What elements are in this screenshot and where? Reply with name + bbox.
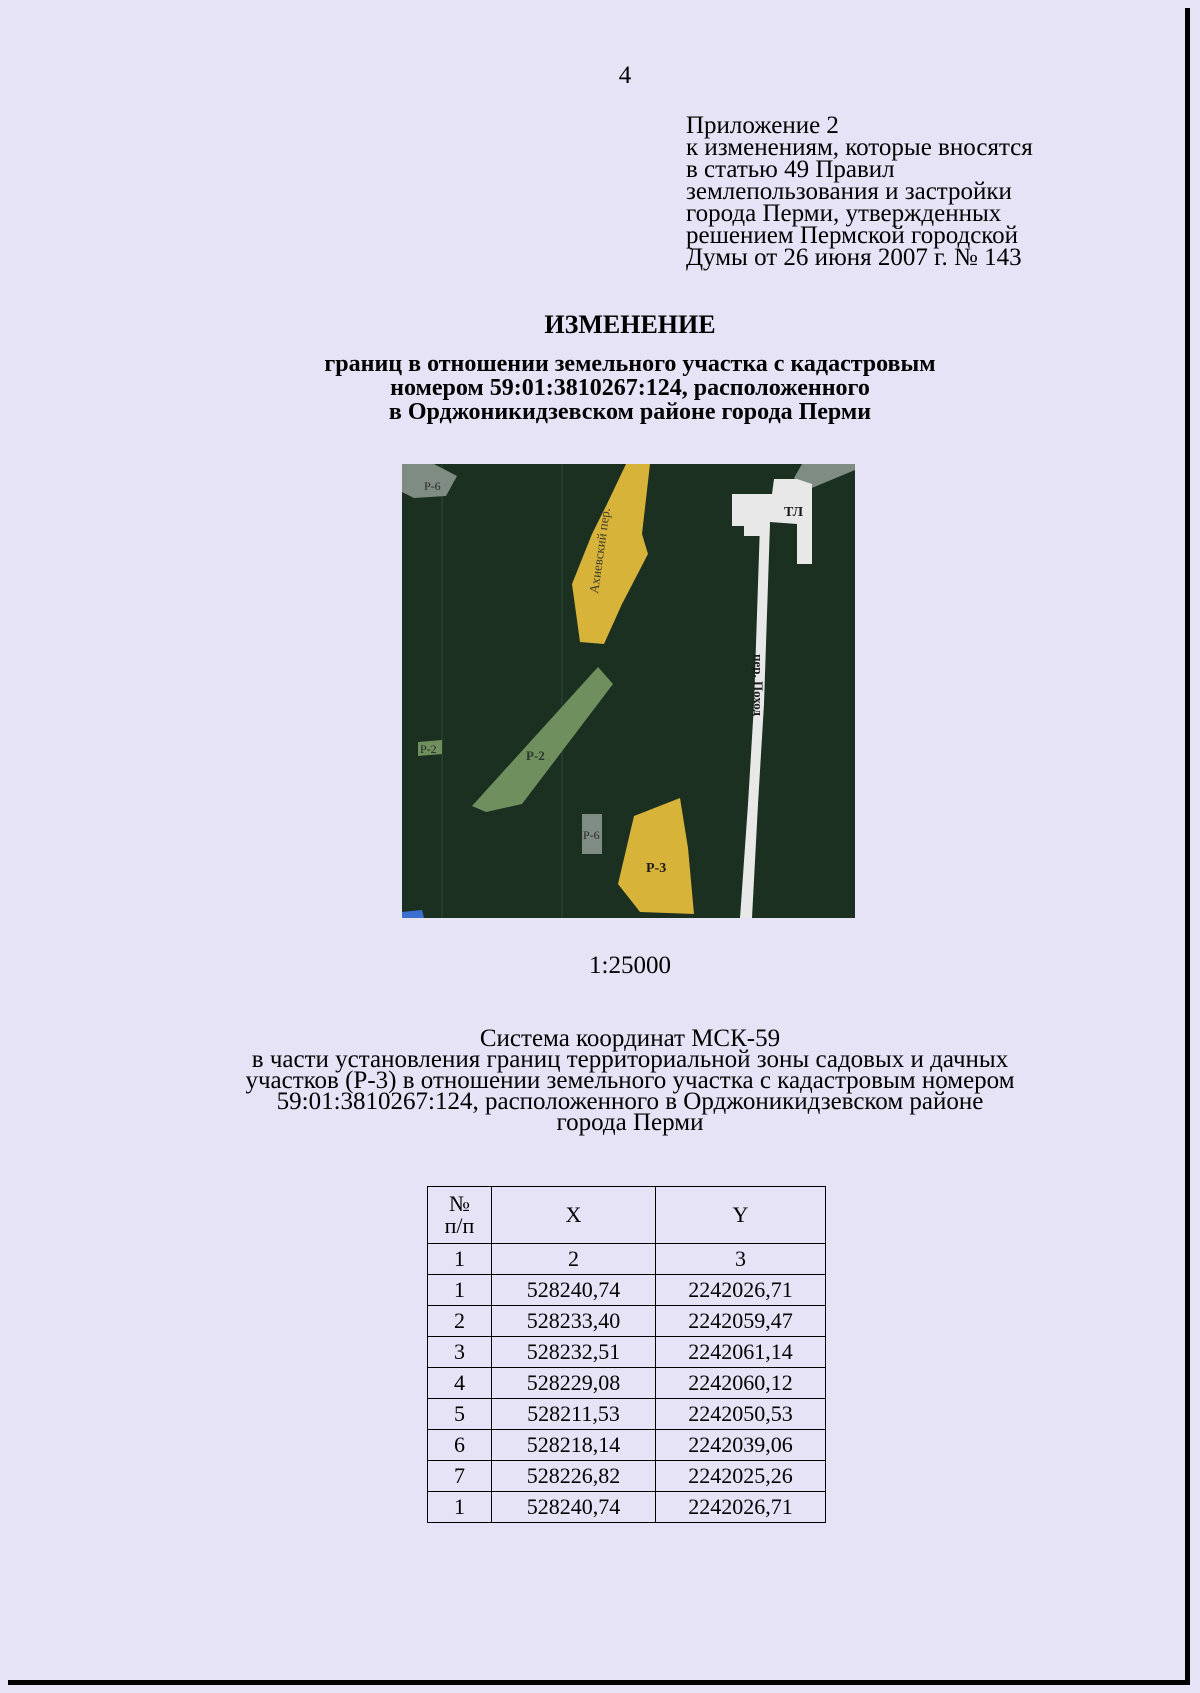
annex-line: города Перми, утвержденных	[686, 200, 1002, 227]
map-label-r6-bottom: Р-6	[583, 828, 600, 842]
table-cell: 3	[428, 1337, 492, 1368]
table-header-row	[428, 1187, 826, 1244]
zoning-map	[402, 464, 855, 918]
annex-line: Приложение 2	[686, 112, 839, 139]
coordinates-table	[427, 1186, 826, 1523]
caption-line: Система координат МСК-59	[479, 1025, 781, 1052]
table-cell: 2242026,71	[656, 1492, 826, 1523]
annex-block	[686, 112, 1033, 271]
table-cell: 528226,82	[492, 1461, 656, 1492]
map-label-street1: Ахиевский пер.	[586, 506, 613, 595]
table-cell: 6	[428, 1430, 492, 1461]
table-cell: 1	[428, 1492, 492, 1523]
table-cell: 7	[428, 1461, 492, 1492]
table-cell: 1	[428, 1275, 492, 1306]
caption-line: 59:01:3810267:124, расположенного в Орджоникидзевском районе	[276, 1088, 984, 1115]
document-title: ИЗМЕНЕНИЕ	[544, 310, 716, 339]
annex-line: землепользования и застройки	[686, 178, 1012, 205]
table-row	[428, 1399, 826, 1430]
table-cell: 528211,53	[492, 1399, 656, 1430]
table-cell: 3	[656, 1244, 826, 1275]
caption-line: участков (Р-3) в отношении земельного участка с кадастровым номером	[245, 1067, 1015, 1094]
table-row	[428, 1275, 826, 1306]
table-cell: 2242059,47	[656, 1306, 826, 1337]
map-label-r3: Р-3	[646, 861, 667, 876]
table-cell: 528233,40	[492, 1306, 656, 1337]
subtitle-line: границ в отношении земельного участка с кадастровым	[324, 351, 936, 377]
caption-line: города Перми	[556, 1109, 704, 1136]
map-scale: 1:25000	[589, 952, 671, 979]
map-label-r2-left: Р-2	[420, 742, 437, 756]
annex-line: Думы от 26 июня 2007 г. № 143	[686, 244, 1022, 271]
table-cell: 5	[428, 1399, 492, 1430]
table-cell: 528218,14	[492, 1430, 656, 1461]
caption-line: в части установления границ территориальной зоны садовых и дачных	[251, 1046, 1009, 1073]
table-row	[428, 1492, 826, 1523]
coordinate-system-caption	[0, 1025, 1200, 1136]
table-cell: 2242060,12	[656, 1368, 826, 1399]
table-cell: 1	[428, 1244, 492, 1275]
table-cell: 2	[492, 1244, 656, 1275]
table-row	[428, 1461, 826, 1492]
table-cell: 2242061,14	[656, 1337, 826, 1368]
map-label-r2-center: Р-2	[526, 748, 545, 763]
table-row	[428, 1430, 826, 1461]
table-cell: 528229,08	[492, 1368, 656, 1399]
map-label-r6-top: Р-6	[424, 479, 441, 493]
page-number: 4	[618, 62, 632, 89]
header-num	[428, 1187, 492, 1244]
annex-line: в статью 49 Правил	[686, 156, 895, 183]
header-y: Y	[656, 1187, 826, 1244]
table-index-row	[428, 1244, 826, 1275]
map-label-tl: ТЛ	[784, 505, 804, 520]
table-row	[428, 1337, 826, 1368]
table-cell: 2242026,71	[656, 1275, 826, 1306]
table-row	[428, 1306, 826, 1337]
annex-line: решением Пермской городской	[686, 222, 1019, 249]
table-cell: 528232,51	[492, 1337, 656, 1368]
subtitle-line: в Орджоникидзевском районе города Перми	[388, 399, 872, 425]
header-num-line: №	[449, 1191, 470, 1216]
header-x: X	[492, 1187, 656, 1244]
table-row	[428, 1368, 826, 1399]
table-cell: 528240,74	[492, 1492, 656, 1523]
document-subtitle	[0, 352, 1200, 424]
table-cell: 2242039,06	[656, 1430, 826, 1461]
table-cell: 2242050,53	[656, 1399, 826, 1430]
table-cell: 528240,74	[492, 1275, 656, 1306]
table-cell: 2	[428, 1306, 492, 1337]
table-cell: 4	[428, 1368, 492, 1399]
table-cell: 2242025,26	[656, 1461, 826, 1492]
subtitle-line: номером 59:01:3810267:124, расположенного	[390, 375, 870, 401]
header-num-line: п/п	[444, 1213, 475, 1238]
map-label-street2: пер. Поход	[751, 654, 766, 716]
annex-line: к изменениям, которые вносятся	[686, 134, 1033, 161]
